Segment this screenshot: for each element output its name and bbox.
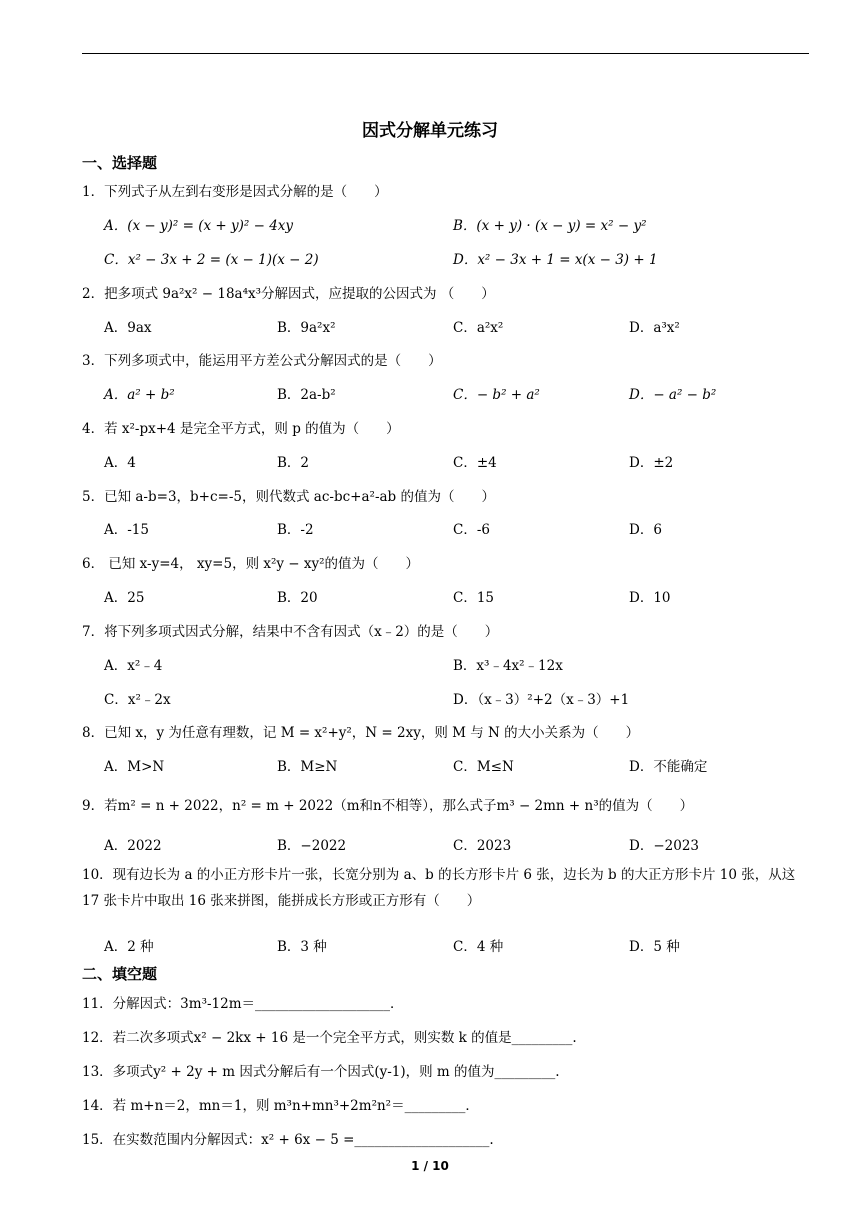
section-fill-heading: 二、填空题 bbox=[82, 965, 158, 983]
question-4-option-d: D．±2 bbox=[629, 455, 674, 471]
question-6-option-c: C．15 bbox=[453, 590, 495, 606]
question-2-option-d: D．a³x² bbox=[629, 320, 680, 336]
question-1-option-a: A．(x − y)² = (x + y)² − 4xy bbox=[104, 218, 294, 234]
question-4-stem: 4．若 x²-px+4 是完全平方式，则 p 的值为（ ） bbox=[82, 421, 400, 437]
header-rule bbox=[82, 53, 809, 54]
fill-question-15: 15．在实数范围内分解因式：x² + 6x − 5 =____________________. bbox=[82, 1132, 494, 1148]
question-2-option-c: C．a²x² bbox=[453, 320, 504, 336]
question-7-option-a: A．x²﹣4 bbox=[104, 658, 163, 674]
question-1-option-c: C．x² − 3x + 2 = (x − 1)(x − 2) bbox=[104, 252, 319, 268]
question-6-option-a: A．25 bbox=[104, 590, 145, 606]
document-title: 因式分解单元练习 bbox=[362, 121, 498, 141]
question-1-option-d: D．x² − 3x + 1 = x(x − 3) + 1 bbox=[453, 252, 658, 268]
question-8-option-d: D．不能确定 bbox=[629, 759, 708, 775]
question-4-option-a: A．4 bbox=[104, 455, 136, 471]
question-5-option-c: C．-6 bbox=[453, 522, 490, 538]
question-3-stem: 3．下列多项式中，能运用平方差公式分解因式的是（ ） bbox=[82, 353, 442, 369]
question-4-option-c: C．±4 bbox=[453, 455, 497, 471]
question-3-option-d: D．− a² − b² bbox=[629, 387, 717, 403]
question-10-stem: 10．现有边长为 a 的小正方形卡片一张，长宽分别为 a、b 的长方形卡片 6 张，边长为 b 的大正方形卡片 10 张，从这 17 张卡片中取出 16 张来拼图，能拼成长方形或正方形有（ ） bbox=[82, 867, 796, 909]
fill-question-13: 13．多项式y² + 2y + m 因式分解后有一个因式(y-1)，则 m 的值为_________. bbox=[82, 1064, 560, 1080]
question-6-option-d: D．10 bbox=[629, 590, 671, 606]
question-7-stem: 7．将下列多项式因式分解，结果中不含有因式（x﹣2）的是（ ） bbox=[82, 624, 499, 640]
fill-question-12: 12．若二次多项式x² − 2kx + 16 是一个完全平方式，则实数 k 的值是_________. bbox=[82, 1030, 577, 1046]
question-8-option-c: C．M≤N bbox=[453, 759, 514, 775]
page-number: 1 / 10 bbox=[411, 1159, 449, 1173]
question-5-stem: 5．已知 a-b=3，b+c=-5，则代数式 ac-bc+a²-ab 的值为（ ） bbox=[82, 489, 495, 505]
question-5-option-b: B．-2 bbox=[277, 522, 314, 538]
question-9-option-c: C．2023 bbox=[453, 838, 512, 854]
question-7-option-d: D．（x﹣3）²+2（x﹣3）+1 bbox=[453, 692, 630, 708]
question-3-option-c: C．− b² + a² bbox=[453, 387, 540, 403]
question-9-option-a: A．2022 bbox=[104, 838, 162, 854]
question-9-option-b: B．−2022 bbox=[277, 838, 347, 854]
question-8-stem: 8．已知 x，y 为任意有理数，记 M = x²+y²，N = 2xy，则 M 与 N 的大小关系为（ ） bbox=[82, 725, 640, 741]
question-1-stem: 1．下列式子从左到右变形是因式分解的是（ ） bbox=[82, 184, 388, 200]
question-2-stem: 2．把多项式 9a²x² − 18a⁴x³分解因式，应提取的公因式为 （ ） bbox=[82, 286, 495, 302]
question-7-option-c: C．x²﹣2x bbox=[104, 692, 171, 708]
question-6-option-b: B．20 bbox=[277, 590, 318, 606]
question-5-option-d: D．6 bbox=[629, 522, 662, 538]
question-3-option-b: B．2a-b² bbox=[277, 387, 336, 403]
question-3-option-a: A．a² + b² bbox=[104, 387, 175, 403]
question-5-option-a: A．-15 bbox=[104, 522, 149, 538]
question-7-option-b: B．x³﹣4x²﹣12x bbox=[453, 658, 563, 674]
question-6-stem: 6． 已知 x-y=4， xy=5，则 x²y − xy²的值为（ ） bbox=[82, 556, 420, 572]
question-10-option-b: B．3 种 bbox=[277, 939, 327, 955]
question-10-option-c: C．4 种 bbox=[453, 939, 504, 955]
question-8-option-a: A．M>N bbox=[104, 759, 165, 775]
section-choice-heading: 一、选择题 bbox=[82, 154, 158, 172]
question-10-option-d: D．5 种 bbox=[629, 939, 680, 955]
fill-question-11: 11．分解因式：3m³-12m＝____________________． bbox=[82, 996, 404, 1012]
question-2-option-a: A．9ax bbox=[104, 320, 152, 336]
question-4-option-b: B．2 bbox=[277, 455, 310, 471]
question-10-option-a: A．2 种 bbox=[104, 939, 154, 955]
question-9-stem: 9．若m² = n + 2022，n² = m + 2022（m和n不相等），那么式子m³ − 2mn + n³的值为（ ） bbox=[82, 798, 694, 814]
question-1-option-b: B．(x + y) · (x − y) = x² − y² bbox=[453, 218, 647, 234]
fill-question-14: 14．若 m+n＝2，mn＝1，则 m³n+mn³+2m²n²＝_________． bbox=[82, 1098, 479, 1114]
question-9-option-d: D．−2023 bbox=[629, 838, 699, 854]
question-2-option-b: B．9a²x² bbox=[277, 320, 336, 336]
question-8-option-b: B．M≥N bbox=[277, 759, 338, 775]
